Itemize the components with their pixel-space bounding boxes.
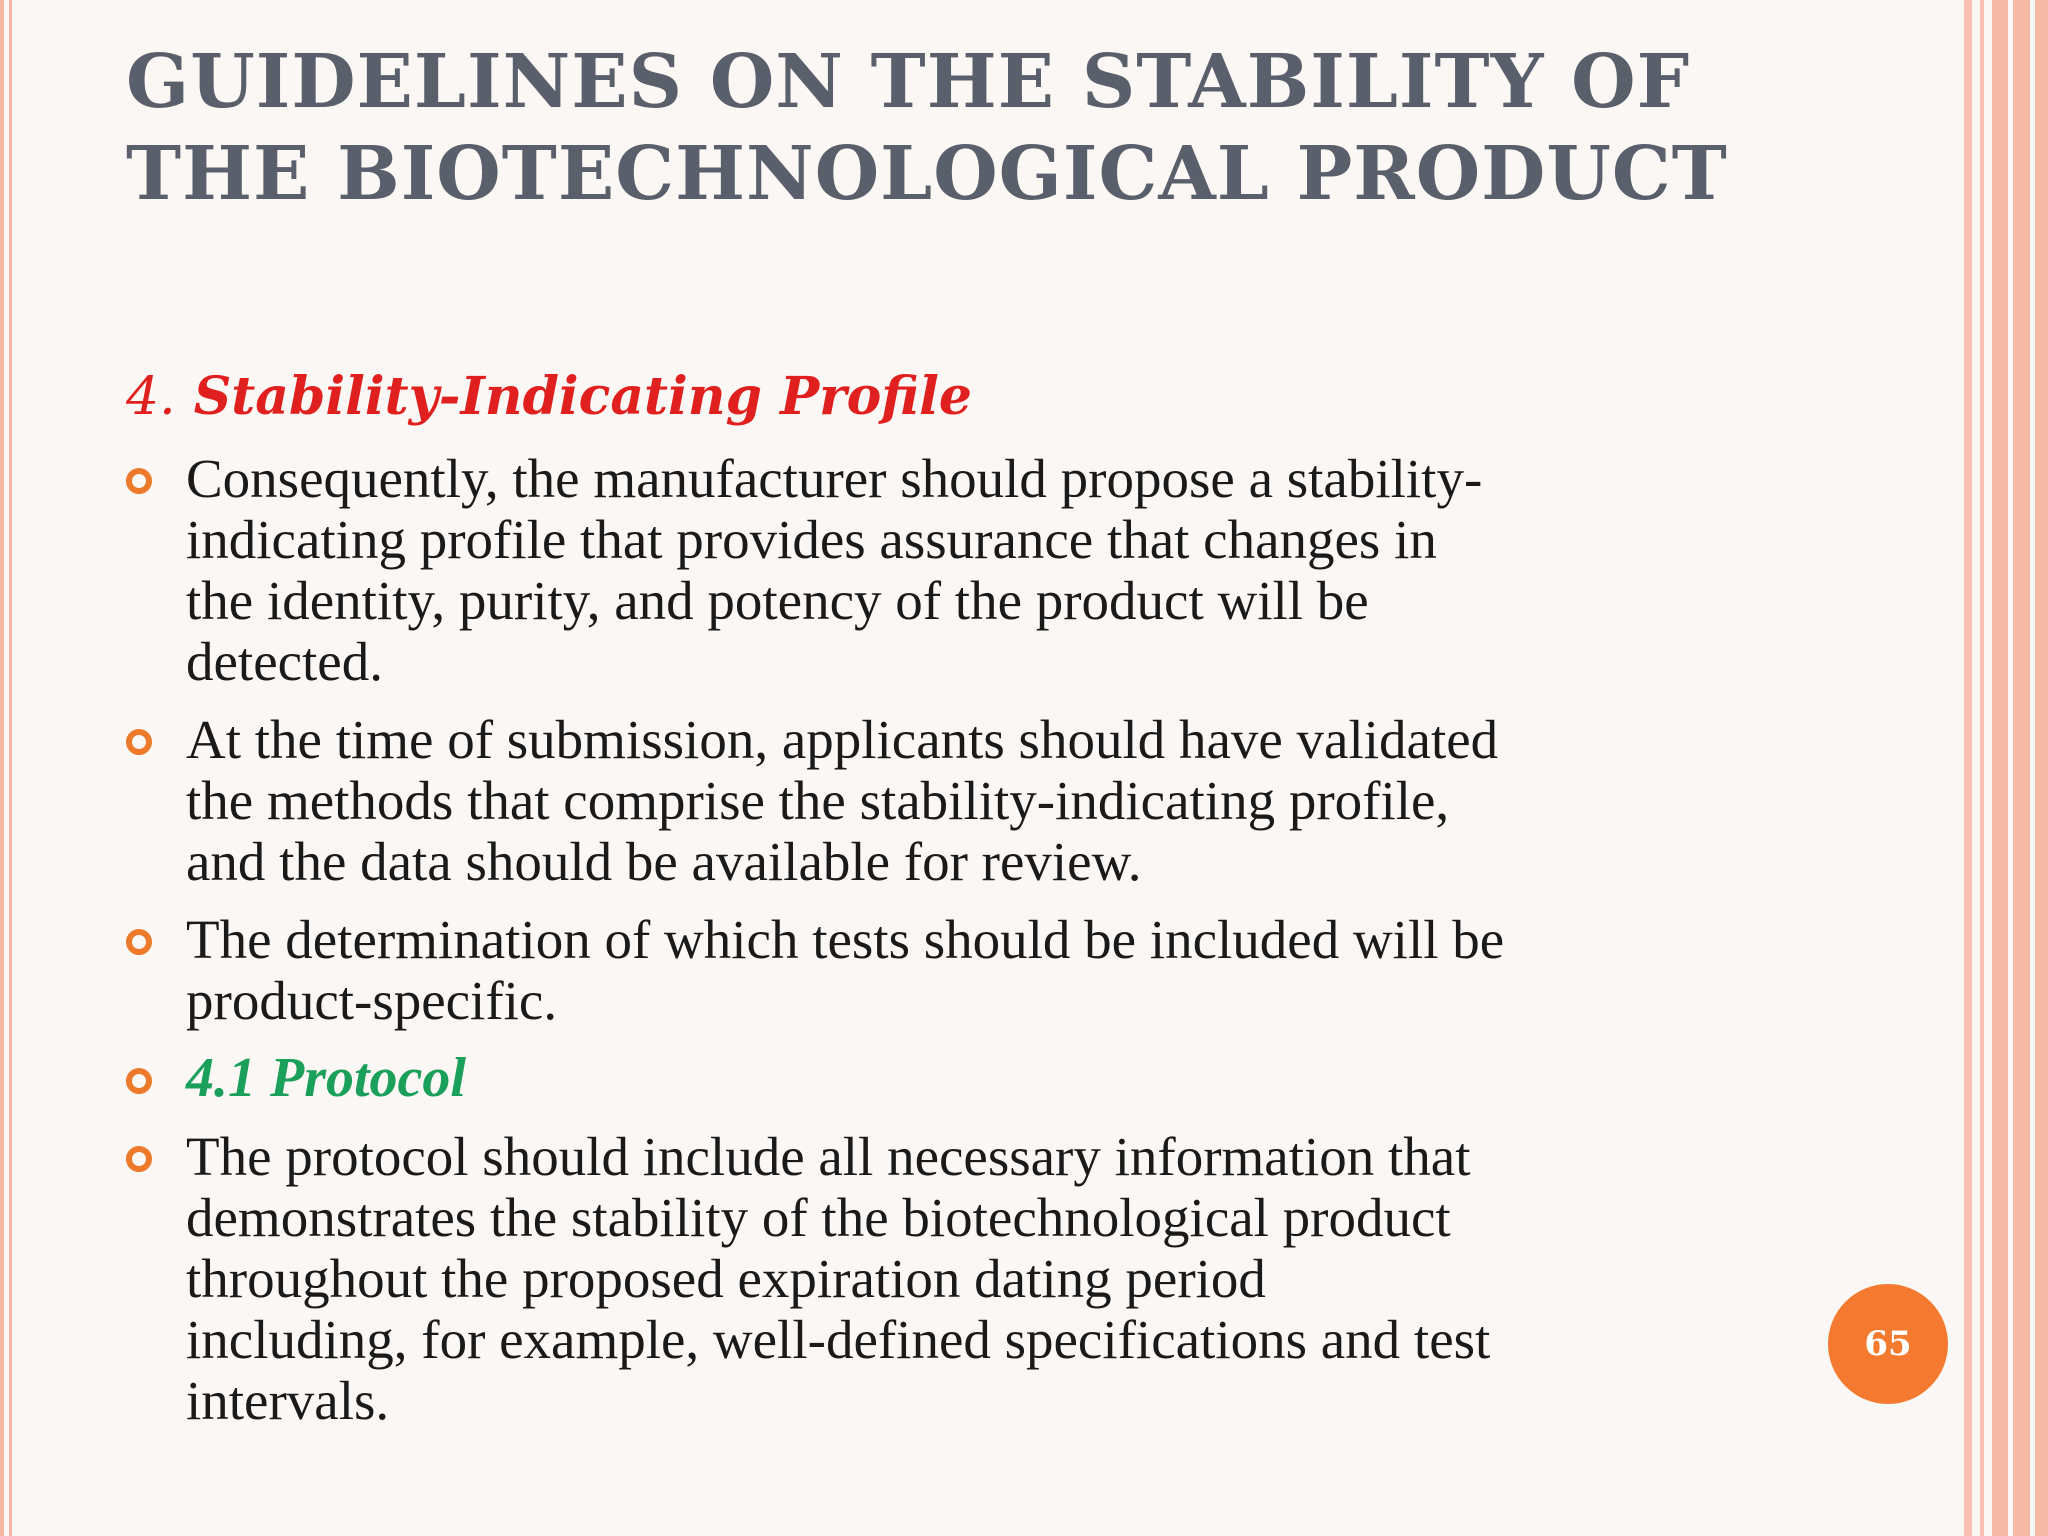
right-border-band xyxy=(1992,0,2048,1536)
bullet-line: intervals. xyxy=(186,1370,390,1431)
right-border-stripe xyxy=(2030,0,2035,1536)
bullet-line: including, for example, well-defined specifications and test xyxy=(186,1309,1491,1370)
section-number: 4. xyxy=(126,367,176,427)
bullet-circle-icon xyxy=(126,1068,152,1094)
bullet-line: detected. xyxy=(186,631,383,692)
bullet-line: demonstrates the stability of the biotechnological product xyxy=(186,1187,1451,1248)
section-title: Stability-Indicating Profile xyxy=(193,366,972,427)
bullet-line: The protocol should include all necessary information that xyxy=(186,1126,1471,1187)
bullet-line: and the data should be available for review. xyxy=(186,831,1142,892)
bullet-line: At the time of submission, applicants should have validated xyxy=(186,709,1499,770)
bullet-circle-icon xyxy=(126,929,152,955)
bullet-item xyxy=(126,909,1786,1031)
bullet-item xyxy=(126,1126,1786,1431)
right-border-stripe xyxy=(1980,0,1984,1536)
bullet-list xyxy=(126,448,1786,1448)
page-number-badge: 65 xyxy=(1828,1284,1948,1404)
left-border-stripe xyxy=(9,0,12,1536)
bullet-item xyxy=(126,448,1786,692)
slide-title xyxy=(126,36,1926,220)
section-heading xyxy=(126,362,972,432)
right-border-stripe xyxy=(2008,0,2013,1536)
bullet-item xyxy=(126,709,1786,892)
bullet-circle-icon xyxy=(126,729,152,755)
slide-title-line: GUIDELINES ON THE STABILITY OF xyxy=(126,39,1691,125)
left-border-stripe xyxy=(0,0,4,1536)
bullet-line: the methods that comprise the stability-indicating profile, xyxy=(186,770,1450,831)
right-border-stripe xyxy=(1964,0,1972,1536)
bullet-line: indicating profile that provides assurance that changes in xyxy=(186,509,1437,570)
bullet-line: The determination of which tests should be included will be xyxy=(186,909,1505,970)
bullet-line: product-specific. xyxy=(186,970,558,1031)
subheading-protocol: 4.1 Protocol xyxy=(186,1047,466,1109)
subheading-item xyxy=(126,1048,1786,1109)
bullet-circle-icon xyxy=(126,468,152,494)
bullet-line: Consequently, the manufacturer should propose a stability- xyxy=(186,448,1483,509)
bullet-line: the identity, purity, and potency of the product will be xyxy=(186,570,1369,631)
bullet-line: throughout the proposed expiration dating period xyxy=(186,1248,1266,1309)
bullet-circle-icon xyxy=(126,1146,152,1172)
slide-title-line: THE BIOTECHNOLOGICAL PRODUCT xyxy=(126,131,1728,217)
